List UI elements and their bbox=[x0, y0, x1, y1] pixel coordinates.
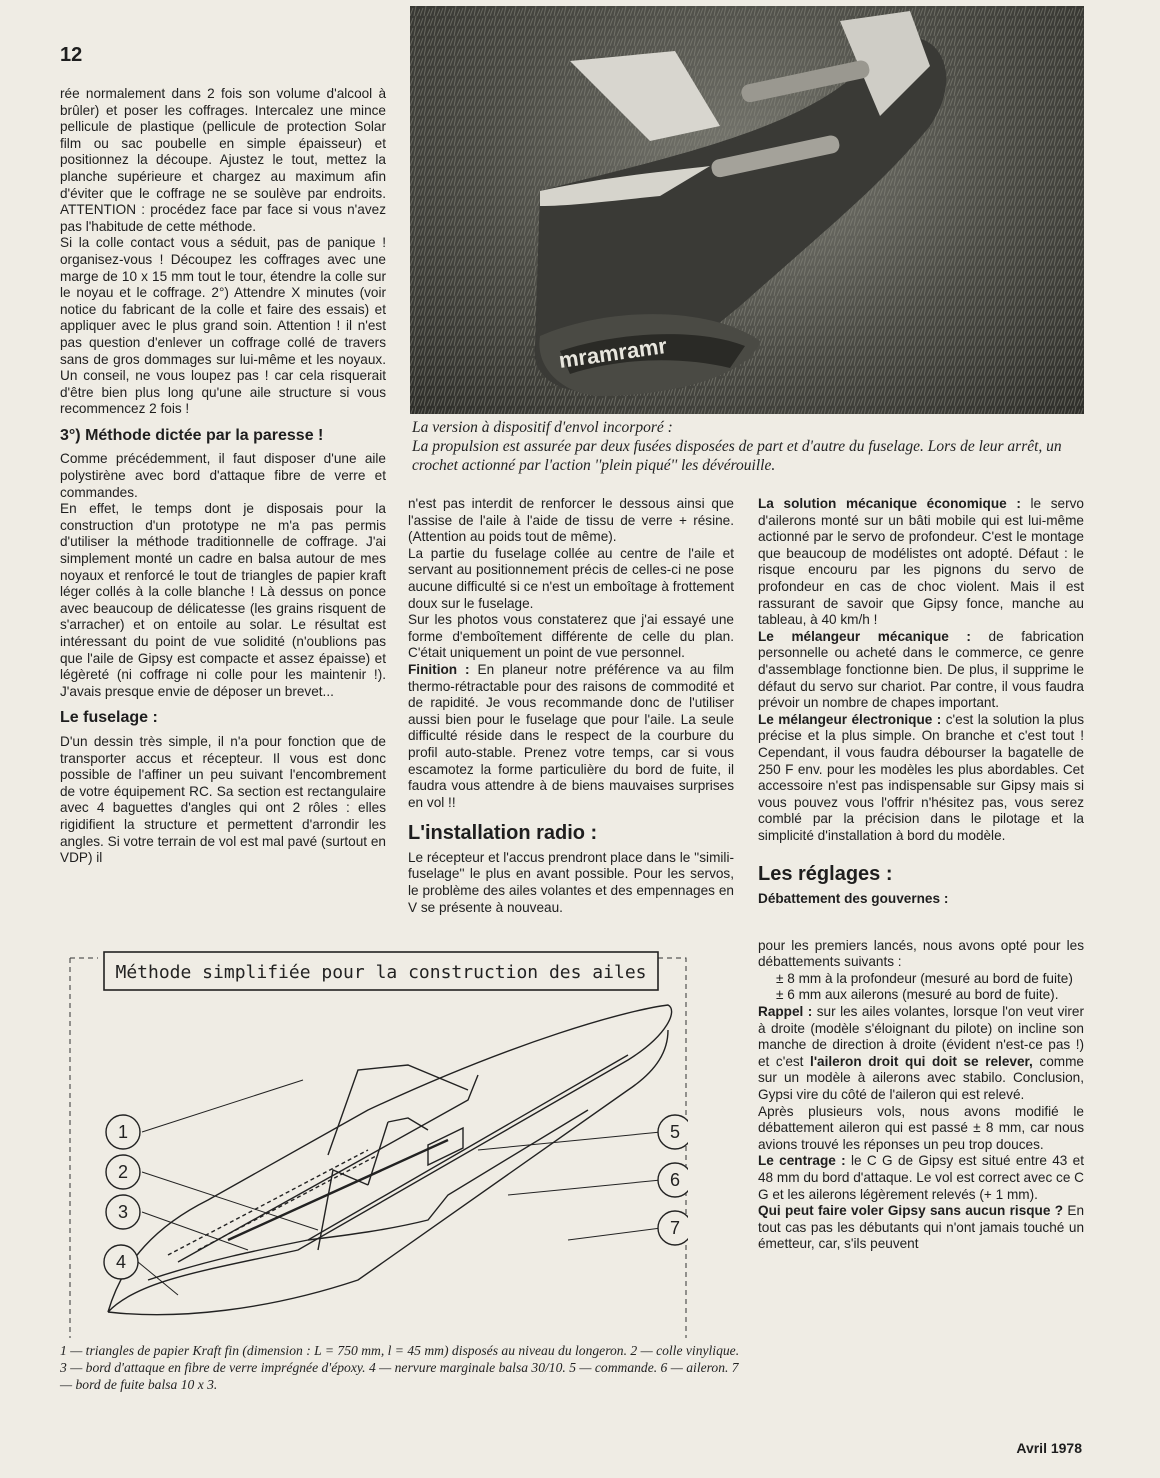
question-label: Qui peut faire voler Gipsy sans aucun risque ? bbox=[758, 1203, 1064, 1219]
callout-6: 6 bbox=[669, 1170, 681, 1190]
figure-caption: 1 — triangles de papier Kraft fin (dimension : L = 750 mm, l = 45 mm) disposés au niveau du longeron. 2 — colle vinylique. 3 — bord d'attaque en fibre de verre imprégnée d'époxy. 4 — nervure marginale balsa 30/10. 5 — commande. 6 — aileron. 7 — bord de fuite balsa 10 x 3. bbox=[60, 1343, 740, 1392]
paragraph: pour les premiers lancés, nous avons opté pour les débattements suivants : bbox=[758, 937, 1084, 970]
section-heading: Les réglages : bbox=[758, 863, 893, 886]
centrage-text: le C G de Gipsy est situé entre 43 et 48 mm du bord d'attaque. Le vol est correct avec ce C G et les ailerons légèrement relevés (+ 1 mm). bbox=[758, 1153, 1085, 1202]
solution-text: c'est la solution la plus précise et la plus simple. On branche et c'est tout ! Cependant, il vous faudra débourser la bagatelle de 250 F env. pour les modèles les plus abordables. Cet accessoire n'est pas indispensable sur Gipsy mais si vous pouvez vous l'offrir n'hésitez pas, vous serez comblé par la précision dans le pilotage et la simplicité d'installation à bord du modèle. bbox=[758, 711, 1084, 843]
paragraph bbox=[758, 712, 1084, 845]
column-3 bbox=[758, 496, 1084, 1253]
paragraph: n'est pas interdit de renforcer le dessous ainsi que l'assise de l'aile à l'aide de tissu de verre + résine. (Attention au poids tout de même). bbox=[408, 496, 734, 545]
paragraph bbox=[758, 629, 1084, 712]
photo-caption-title: La version à dispositif d'envol incorporé : bbox=[412, 419, 673, 436]
paragraph bbox=[758, 1153, 1084, 1203]
rappel-end: comme sur un modèle à ailerons avec stabilo. Conclusion, Gypsi vire du côté de l'aileron qui est relevé. bbox=[758, 1053, 1084, 1102]
paragraph: D'un dessin très simple, il n'a pour fonction que de transporter accus et récepteur. Il vous est donc possible de l'affiner un peu suivant l'encombrement de votre équipement RC. Sa section est rectangulaire avec 4 baguettes d'angles qui ont 2 rôles : elles rigidifient la structure et permettent d'arrondir les angles. Si votre terrain de vol est mal pavé (surtout en VDP) il bbox=[60, 733, 386, 866]
paragraph: La partie du fuselage collée au centre de l'aile et servant au positionnement précis de celles-ci ne pose aucune difficulté si ce n'est un emboîtage à frottement doux sur le fuselage. bbox=[408, 545, 734, 611]
paragraph: ± 8 mm à la profondeur (mesuré au bord de fuite) bbox=[776, 970, 1073, 986]
paragraph bbox=[408, 662, 734, 811]
solution-label: Le mélangeur électronique : bbox=[758, 711, 942, 727]
finition-label: Finition : bbox=[408, 661, 470, 677]
paragraph bbox=[758, 496, 1084, 629]
wing-construction-figure bbox=[68, 950, 688, 1340]
paragraph bbox=[758, 1203, 1084, 1253]
column-1 bbox=[60, 86, 386, 867]
column-2 bbox=[408, 496, 734, 916]
finition-text: En planeur notre préférence va au film thermo-rétractable pour des raisons de commodité et de rapidité. Je vous recommande donc de l'utiliser aussi bien pour le fuselage que pour l'aile. La seule difficulté réside dans le respect de la courbure du profil auto-stable. Prenez votre temps, car si vous escamotez la forme particulière du bord de fuite, il faudra vous attendre à de biens mauvaises surprises en vol !! bbox=[408, 661, 734, 810]
paragraph: Après plusieurs vols, nous avons modifié le débattement aileron qui est passé ± 8 mm, car nous avions trouvé les réponses un peu trop douces. bbox=[758, 1103, 1084, 1152]
solution-text: le servo d'ailerons monté sur un bâti mobile qui est lui-même actionné par le servo de profondeur. C'est le montage que beaucoup de modélistes ont adopté. Défaut : le risque encouru par les pignons du servo de profondeur en cas de choc violent. Mais il est rassurant de savoir que Gipsy fonce, manche au tableau, à 40 km/h ! bbox=[758, 496, 1084, 628]
aircraft-photo-illustration bbox=[410, 6, 1084, 414]
paragraph: Sur les photos vous constaterez que j'ai essayé une forme d'emboîtement différente de celle du plan. C'était uniquement un point de vue personnel. bbox=[408, 612, 734, 661]
paragraph bbox=[758, 1004, 1084, 1104]
section-heading: L'installation radio : bbox=[408, 822, 598, 845]
rappel-text: sur les ailes volantes, lorsque l'on veut virer à droite (modèle s'éloignant du pilote) on incline son manche de direction à droite (évident n'est-ce pas !) et c'est bbox=[758, 1004, 1085, 1069]
section-heading: 3°) Méthode dictée par la paresse ! bbox=[60, 426, 324, 444]
callout-5: 5 bbox=[669, 1122, 681, 1142]
page-number: 12 bbox=[60, 44, 83, 66]
rappel-label: Rappel : bbox=[758, 1004, 813, 1020]
photo-caption bbox=[412, 418, 1088, 475]
aircraft-photo bbox=[410, 6, 1084, 414]
photo-caption-text: La propulsion est assurée par deux fusées disposées de part et d'autre du fuselage. Lors de leur arrêt, un crochet actionné par l'action ''plein piqué'' les dévérouille. bbox=[412, 438, 1062, 474]
paragraph: rée normalement dans 2 fois son volume d'alcool à brûler) et poser les coffrages. Intercalez une mince pellicule de plastique (pellicule de protection Solar film ou sac poubelle en simple épaisseur) et positionnez la découpe. Ajustez le tout, mettez la planche supérieure et chargez au maximum afin d'éviter que le coffrage ne se soulève par endroits. ATTENTION : procédez face par face si vous n'avez pas l'habitude de cette méthode. bbox=[60, 86, 386, 234]
figure-title: Méthode simplifiée pour la construction des ailes bbox=[115, 962, 647, 983]
centrage-label: Le centrage : bbox=[758, 1153, 846, 1169]
solution-label: La solution mécanique économique : bbox=[758, 496, 1021, 511]
solution-text: de fabrication personnelle ou acheté dans le commerce, ce genre d'assemblage fonctionne bien. De plus, il supprime le défaut du servo sur chariot. Par contre, il vous faudra prévoir un nombre de chapes important. bbox=[758, 628, 1084, 711]
paragraph: Le récepteur et l'accus prendront place dans le ''simili-fuselage'' le plus en avant possible. Pour les servos, le problème des ailes volantes et des empennages en V se présente à nouveau. bbox=[408, 849, 734, 915]
callout-7: 7 bbox=[669, 1218, 681, 1238]
callout-4: 4 bbox=[115, 1252, 127, 1272]
callout-1: 1 bbox=[117, 1122, 129, 1142]
page-footer: Avril 1978 bbox=[1016, 1440, 1082, 1456]
solution-label: Le mélangeur mécanique : bbox=[758, 628, 971, 644]
paragraph: Si la colle contact vous a séduit, pas de panique ! organisez-vous ! Découpez les coffrages avec une marge de 10 x 15 mm tout le tour, étendre la colle sur le noyau et le coffrage. 2°) Attendre X minutes (voir notice du fabricant de la colle et faire des essais) et appliquer avec le plus grand soin. Attention ! il n'est pas question d'enlever un coffrage collé de travers sans de gros dommages sur lui-même et les noyaux. Un conseil, ne vous loupez pas ! car cela risquerait d'être bien plus long qu'une aile structure si vous recommencez 2 fois ! bbox=[60, 235, 386, 417]
paragraph: En effet, le temps dont je disposais pour la construction d'un prototype ne m'a pas permis d'utiliser la méthode traditionnelle de coffrage. J'ai simplement monté un cadre en balsa autour de mes noyaux et renforcé le tout de triangles de papier kraft léger collés à la colle blanche ! Là dessus on ponce avec beaucoup de délicatesse (les grains risquent de s'arracher) et on entoile au solar. Le résultat est intéressant du point de vue solidité (n'oublions pas que l'aile de Gipsy est compacte et assez épaisse) et légèreté (ni coffrage ni colle pour les maintenir !). J'avais presque envie de déposer un brevet... bbox=[60, 501, 386, 699]
callout-3: 3 bbox=[117, 1202, 129, 1222]
paragraph: ± 6 mm aux ailerons (mesuré au bord de fuite). bbox=[776, 987, 1059, 1003]
wing-lettering: mramramr bbox=[557, 333, 669, 373]
callout-2: 2 bbox=[117, 1162, 129, 1182]
paragraph: Comme précédemment, il faut disposer d'une aile polystirène avec bord d'attaque fibre de verre et commandes. bbox=[60, 451, 386, 500]
section-heading: Le fuselage : bbox=[60, 709, 158, 727]
rappel-bold: l'aileron droit qui doit se relever, bbox=[810, 1053, 1033, 1069]
wing-diagram bbox=[68, 950, 688, 1340]
sub-heading: Débattement des gouvernes : bbox=[758, 891, 949, 907]
question-text: En tout cas pas les débutants qui n'ont jamais touché un émetteur, car, s'ils peuvent bbox=[758, 1203, 1084, 1252]
